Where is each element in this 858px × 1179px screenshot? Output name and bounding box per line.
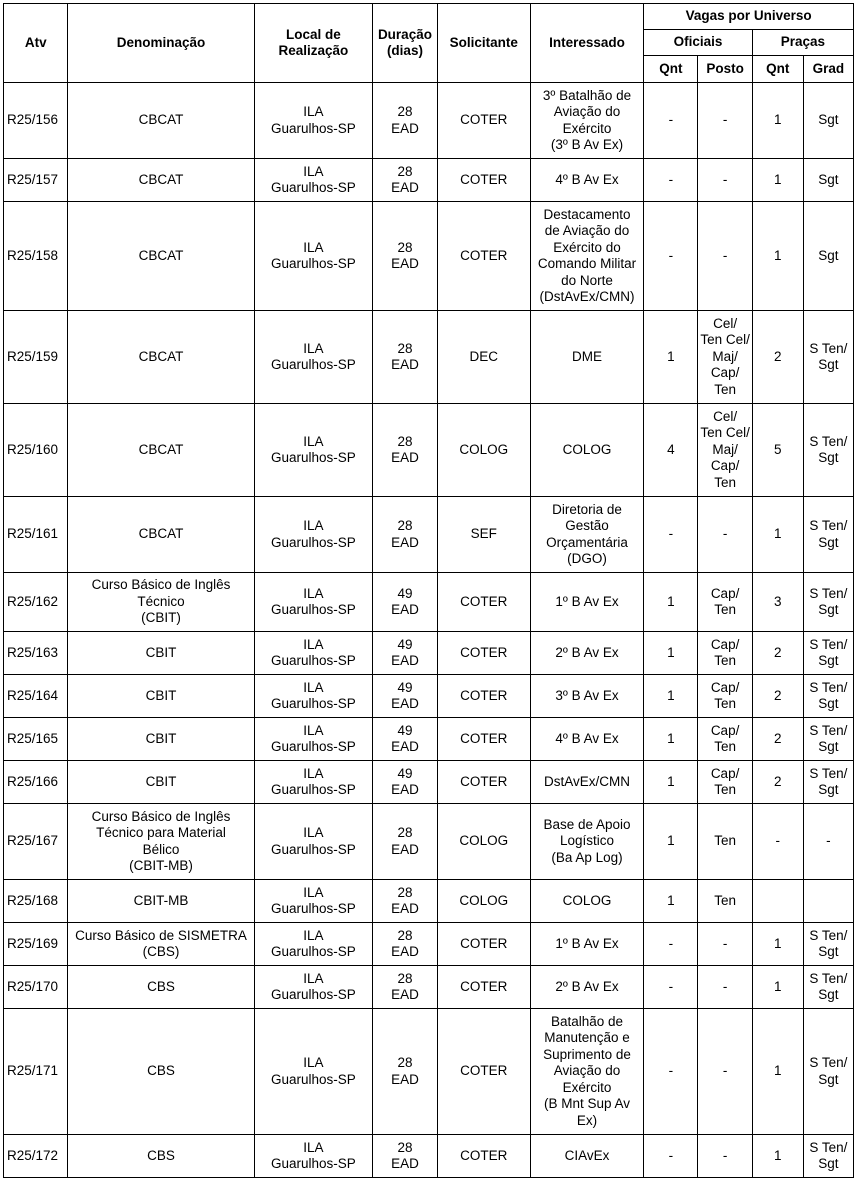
cell-local: ILA Guarulhos-SP [254, 880, 373, 923]
cell-denominacao: CBCAT [68, 202, 254, 311]
cell-denominacao: CBIT [68, 718, 254, 761]
cell-solicitante: COTER [437, 632, 530, 675]
cell-denominacao: Curso Básico de Inglês Técnico (CBIT) [68, 573, 254, 632]
cell-oficiais-posto: - [698, 1009, 752, 1135]
header-oficiais: Oficiais [644, 30, 752, 56]
cell-local: ILA Guarulhos-SP [254, 83, 373, 159]
cell-oficiais-posto: - [698, 923, 752, 966]
cell-interessado: CIAvEx [530, 1135, 644, 1178]
cell-atv: R25/162 [4, 573, 68, 632]
cell-denominacao: CBS [68, 1009, 254, 1135]
cell-duracao: 28 EAD [373, 202, 437, 311]
cell-oficiais-qnt: - [644, 202, 698, 311]
cell-solicitante: COTER [437, 573, 530, 632]
header-solicitante: Solicitante [437, 4, 530, 83]
cell-oficiais-qnt: 1 [644, 804, 698, 880]
cell-oficiais-posto: - [698, 159, 752, 202]
cell-local: ILA Guarulhos-SP [254, 573, 373, 632]
cell-interessado: 2º B Av Ex [530, 966, 644, 1009]
cell-oficiais-posto: Ten [698, 804, 752, 880]
cell-denominacao: CBCAT [68, 404, 254, 497]
cell-oficiais-posto: - [698, 497, 752, 573]
cell-denominacao: CBS [68, 1135, 254, 1178]
cell-pracas-qnt: 1 [752, 1009, 803, 1135]
cell-pracas-grad: S Ten/ Sgt [803, 761, 853, 804]
table-row [4, 404, 854, 497]
table-row [4, 966, 854, 1009]
cell-duracao: 28 EAD [373, 1009, 437, 1135]
cell-atv: R25/163 [4, 632, 68, 675]
table-row [4, 1135, 854, 1178]
table-row [4, 923, 854, 966]
cell-solicitante: COTER [437, 718, 530, 761]
cell-interessado: DME [530, 311, 644, 404]
header-oficiais-qnt: Qnt [644, 56, 698, 83]
cell-oficiais-posto: - [698, 966, 752, 1009]
table-row [4, 311, 854, 404]
cell-duracao: 28 EAD [373, 404, 437, 497]
cell-denominacao: CBIT [68, 632, 254, 675]
cell-local: ILA Guarulhos-SP [254, 761, 373, 804]
cell-interessado: Batalhão de Manutenção e Suprimento de Aviação do Exército (B Mnt Sup Av Ex) [530, 1009, 644, 1135]
cell-interessado: 3º B Av Ex [530, 675, 644, 718]
cell-atv: R25/165 [4, 718, 68, 761]
table-header [4, 4, 854, 83]
cell-local: ILA Guarulhos-SP [254, 675, 373, 718]
cell-duracao: 28 EAD [373, 966, 437, 1009]
cell-local: ILA Guarulhos-SP [254, 497, 373, 573]
cell-solicitante: COTER [437, 923, 530, 966]
cell-oficiais-posto: Cap/ Ten [698, 632, 752, 675]
cell-pracas-qnt: 2 [752, 761, 803, 804]
cell-atv: R25/156 [4, 83, 68, 159]
cell-oficiais-posto: Cap/ Ten [698, 761, 752, 804]
table-row [4, 804, 854, 880]
cell-interessado: COLOG [530, 404, 644, 497]
cell-duracao: 49 EAD [373, 573, 437, 632]
cell-local: ILA Guarulhos-SP [254, 923, 373, 966]
cell-interessado: 3º Batalhão de Aviação do Exército (3º B Av Ex) [530, 83, 644, 159]
cell-denominacao: CBCAT [68, 159, 254, 202]
cell-interessado: DstAvEx/CMN [530, 761, 644, 804]
cell-denominacao: Curso Básico de Inglês Técnico para Material Bélico (CBIT-MB) [68, 804, 254, 880]
header-local: Local de Realização [254, 4, 373, 83]
cell-duracao: 28 EAD [373, 923, 437, 966]
cell-oficiais-qnt: 1 [644, 573, 698, 632]
cell-oficiais-qnt: - [644, 159, 698, 202]
cell-oficiais-qnt: - [644, 923, 698, 966]
table-row [4, 632, 854, 675]
cell-pracas-grad: S Ten/ Sgt [803, 923, 853, 966]
cell-local: ILA Guarulhos-SP [254, 202, 373, 311]
cell-pracas-grad: S Ten/ Sgt [803, 573, 853, 632]
cell-oficiais-posto: Cap/ Ten [698, 573, 752, 632]
cell-pracas-qnt: 2 [752, 311, 803, 404]
cell-solicitante: COTER [437, 675, 530, 718]
cell-oficiais-posto: Cel/ Ten Cel/ Maj/ Cap/ Ten [698, 404, 752, 497]
header-interessado: Interessado [530, 4, 644, 83]
cell-pracas-qnt: 1 [752, 159, 803, 202]
cell-interessado: 2º B Av Ex [530, 632, 644, 675]
cell-solicitante: COLOG [437, 404, 530, 497]
cell-atv: R25/167 [4, 804, 68, 880]
cell-interessado: COLOG [530, 880, 644, 923]
cell-solicitante: COTER [437, 966, 530, 1009]
cell-pracas-qnt: 2 [752, 675, 803, 718]
cell-solicitante: COTER [437, 1135, 530, 1178]
cell-pracas-grad: Sgt [803, 202, 853, 311]
cell-pracas-qnt: 1 [752, 83, 803, 159]
cell-local: ILA Guarulhos-SP [254, 718, 373, 761]
table-row [4, 675, 854, 718]
cell-solicitante: COTER [437, 202, 530, 311]
cell-atv: R25/170 [4, 966, 68, 1009]
cell-denominacao: Curso Básico de SISMETRA (CBS) [68, 923, 254, 966]
table-row [4, 159, 854, 202]
cell-atv: R25/161 [4, 497, 68, 573]
cell-oficiais-qnt: - [644, 497, 698, 573]
table-row [4, 1009, 854, 1135]
cell-oficiais-qnt: 1 [644, 311, 698, 404]
cell-oficiais-qnt: 4 [644, 404, 698, 497]
cell-local: ILA Guarulhos-SP [254, 632, 373, 675]
cell-local: ILA Guarulhos-SP [254, 1135, 373, 1178]
cell-oficiais-qnt: 1 [644, 632, 698, 675]
cell-pracas-grad: S Ten/ Sgt [803, 632, 853, 675]
cell-oficiais-posto: - [698, 83, 752, 159]
cell-pracas-qnt: 1 [752, 1135, 803, 1178]
cell-solicitante: COLOG [437, 804, 530, 880]
cell-pracas-qnt: 1 [752, 966, 803, 1009]
table-row [4, 718, 854, 761]
cell-oficiais-qnt: 1 [644, 880, 698, 923]
cell-interessado: 1º B Av Ex [530, 923, 644, 966]
header-atv: Atv [4, 4, 68, 83]
cell-atv: R25/159 [4, 311, 68, 404]
cell-pracas-grad: - [803, 804, 853, 880]
vagas-table [3, 3, 854, 1178]
cell-denominacao: CBCAT [68, 83, 254, 159]
cell-oficiais-qnt: - [644, 966, 698, 1009]
cell-denominacao: CBS [68, 966, 254, 1009]
cell-pracas-qnt [752, 880, 803, 923]
cell-oficiais-posto: - [698, 202, 752, 311]
cell-oficiais-posto: Ten [698, 880, 752, 923]
cell-interessado: Destacamento de Aviação do Exército do Comando Militar do Norte (DstAvEx/CMN) [530, 202, 644, 311]
cell-atv: R25/168 [4, 880, 68, 923]
cell-solicitante: SEF [437, 497, 530, 573]
cell-local: ILA Guarulhos-SP [254, 966, 373, 1009]
cell-duracao: 49 EAD [373, 718, 437, 761]
cell-pracas-qnt: 5 [752, 404, 803, 497]
cell-oficiais-qnt: - [644, 1135, 698, 1178]
cell-solicitante: COTER [437, 761, 530, 804]
cell-denominacao: CBCAT [68, 497, 254, 573]
cell-pracas-grad: S Ten/ Sgt [803, 1009, 853, 1135]
cell-pracas-grad: S Ten/ Sgt [803, 1135, 853, 1178]
header-oficiais-posto: Posto [698, 56, 752, 83]
cell-pracas-qnt: 2 [752, 632, 803, 675]
cell-solicitante: COTER [437, 159, 530, 202]
cell-interessado: Diretoria de Gestão Orçamentária (DGO) [530, 497, 644, 573]
cell-pracas-grad [803, 880, 853, 923]
cell-oficiais-posto: Cel/ Ten Cel/ Maj/ Cap/ Ten [698, 311, 752, 404]
cell-oficiais-posto: - [698, 1135, 752, 1178]
cell-pracas-grad: S Ten/ Sgt [803, 311, 853, 404]
cell-duracao: 49 EAD [373, 675, 437, 718]
cell-denominacao: CBIT [68, 675, 254, 718]
cell-oficiais-posto: Cap/ Ten [698, 718, 752, 761]
table-row [4, 880, 854, 923]
cell-oficiais-qnt: 1 [644, 718, 698, 761]
table-row [4, 761, 854, 804]
table-row [4, 202, 854, 311]
cell-solicitante: COLOG [437, 880, 530, 923]
cell-pracas-grad: S Ten/ Sgt [803, 497, 853, 573]
cell-atv: R25/171 [4, 1009, 68, 1135]
cell-oficiais-qnt: - [644, 83, 698, 159]
table-row [4, 497, 854, 573]
cell-local: ILA Guarulhos-SP [254, 804, 373, 880]
cell-pracas-qnt: 1 [752, 202, 803, 311]
cell-duracao: 28 EAD [373, 311, 437, 404]
cell-solicitante: COTER [437, 83, 530, 159]
cell-local: ILA Guarulhos-SP [254, 404, 373, 497]
cell-interessado: 1º B Av Ex [530, 573, 644, 632]
cell-atv: R25/169 [4, 923, 68, 966]
cell-local: ILA Guarulhos-SP [254, 159, 373, 202]
cell-interessado: Base de Apoio Logístico (Ba Ap Log) [530, 804, 644, 880]
cell-atv: R25/172 [4, 1135, 68, 1178]
cell-solicitante: COTER [437, 1009, 530, 1135]
cell-atv: R25/157 [4, 159, 68, 202]
cell-denominacao: CBIT-MB [68, 880, 254, 923]
header-pracas: Praças [752, 30, 853, 56]
cell-denominacao: CBCAT [68, 311, 254, 404]
header-pracas-qnt: Qnt [752, 56, 803, 83]
cell-pracas-qnt: 1 [752, 923, 803, 966]
cell-denominacao: CBIT [68, 761, 254, 804]
header-vagas: Vagas por Universo [644, 4, 854, 30]
cell-duracao: 28 EAD [373, 83, 437, 159]
cell-interessado: 4º B Av Ex [530, 718, 644, 761]
cell-duracao: 28 EAD [373, 1135, 437, 1178]
cell-duracao: 28 EAD [373, 880, 437, 923]
cell-duracao: 28 EAD [373, 497, 437, 573]
cell-duracao: 28 EAD [373, 804, 437, 880]
header-duracao: Duração (dias) [373, 4, 437, 83]
cell-pracas-grad: Sgt [803, 159, 853, 202]
cell-atv: R25/158 [4, 202, 68, 311]
header-pracas-grad: Grad [803, 56, 853, 83]
cell-local: ILA Guarulhos-SP [254, 311, 373, 404]
cell-atv: R25/166 [4, 761, 68, 804]
cell-duracao: 28 EAD [373, 159, 437, 202]
cell-pracas-grad: S Ten/ Sgt [803, 404, 853, 497]
cell-pracas-grad: S Ten/ Sgt [803, 675, 853, 718]
cell-interessado: 4º B Av Ex [530, 159, 644, 202]
cell-atv: R25/164 [4, 675, 68, 718]
cell-pracas-qnt: 1 [752, 497, 803, 573]
cell-oficiais-qnt: - [644, 1009, 698, 1135]
cell-oficiais-posto: Cap/ Ten [698, 675, 752, 718]
header-denominacao: Denominação [68, 4, 254, 83]
table-row [4, 83, 854, 159]
cell-pracas-grad: S Ten/ Sgt [803, 966, 853, 1009]
cell-solicitante: DEC [437, 311, 530, 404]
cell-oficiais-qnt: 1 [644, 675, 698, 718]
cell-pracas-qnt: 3 [752, 573, 803, 632]
cell-oficiais-qnt: 1 [644, 761, 698, 804]
cell-pracas-qnt: - [752, 804, 803, 880]
cell-pracas-qnt: 2 [752, 718, 803, 761]
cell-duracao: 49 EAD [373, 761, 437, 804]
cell-local: ILA Guarulhos-SP [254, 1009, 373, 1135]
cell-pracas-grad: Sgt [803, 83, 853, 159]
cell-atv: R25/160 [4, 404, 68, 497]
cell-pracas-grad: S Ten/ Sgt [803, 718, 853, 761]
cell-duracao: 49 EAD [373, 632, 437, 675]
table-body [4, 83, 854, 1178]
table-row [4, 573, 854, 632]
